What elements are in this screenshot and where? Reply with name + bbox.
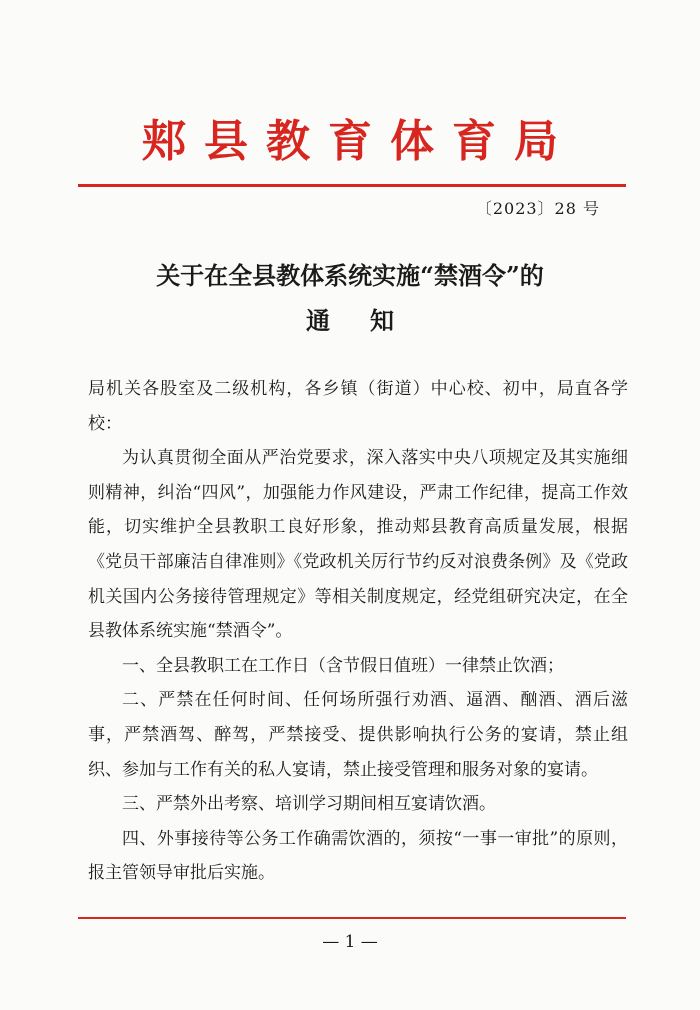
red-footer-rule [78,917,626,919]
document-title-line-1: 关于在全县教体系统实施“禁酒令”的 [156,261,544,290]
rule-item-1: 一、全县教职工在工作日（含节假日值班）一律禁止饮酒； [122,655,564,676]
intro-paragraph: 为认真贯彻全面从严治党要求，深入落实中央八项规定及其实施细则精神，纠治“四风”，加强能力作风建设，严肃工作纪律，提高工作效能，切实维护全县教职工良好形象，推动郏县教育高质量发展，根据《党员干部廉洁自律准则》《党政机关厉行节约反对浪费条例》及《党政机关国内公务接待管理规定》等相关制度规定，经党组研究决定，在全县教体系统实施“禁酒令”。 [88,448,628,642]
document-title-line-2: 通知 [306,306,434,335]
issuing-organization-title: 郏县教育体育局 [142,116,576,167]
rule-item-2: 二、严禁在任何时间、任何场所强行劝酒、逼酒、酗酒、酒后滋事，严禁酒驾、醉驾，严禁接受、提供影响执行公务的宴请，禁止组织、参加与工作有关的私人宴请，禁止接受管理和服务对象的宴请。 [88,690,628,780]
red-header-rule [78,184,626,187]
document-number: 〔2023〕28 号 [475,199,600,218]
document-body [88,372,628,891]
addressee: 局机关各股室及二级机构，各乡镇（街道）中心校、初中，局直各学校： [88,379,628,434]
page-number: — 1 — [322,932,378,952]
rule-item-3: 三、严禁外出考察、培训学习期间相互宴请饮酒。 [122,794,496,815]
rule-item-4: 四、外事接待等公务工作确需饮酒的，须按“一事一审批”的原则，报主管领导审批后实施。 [88,828,628,884]
